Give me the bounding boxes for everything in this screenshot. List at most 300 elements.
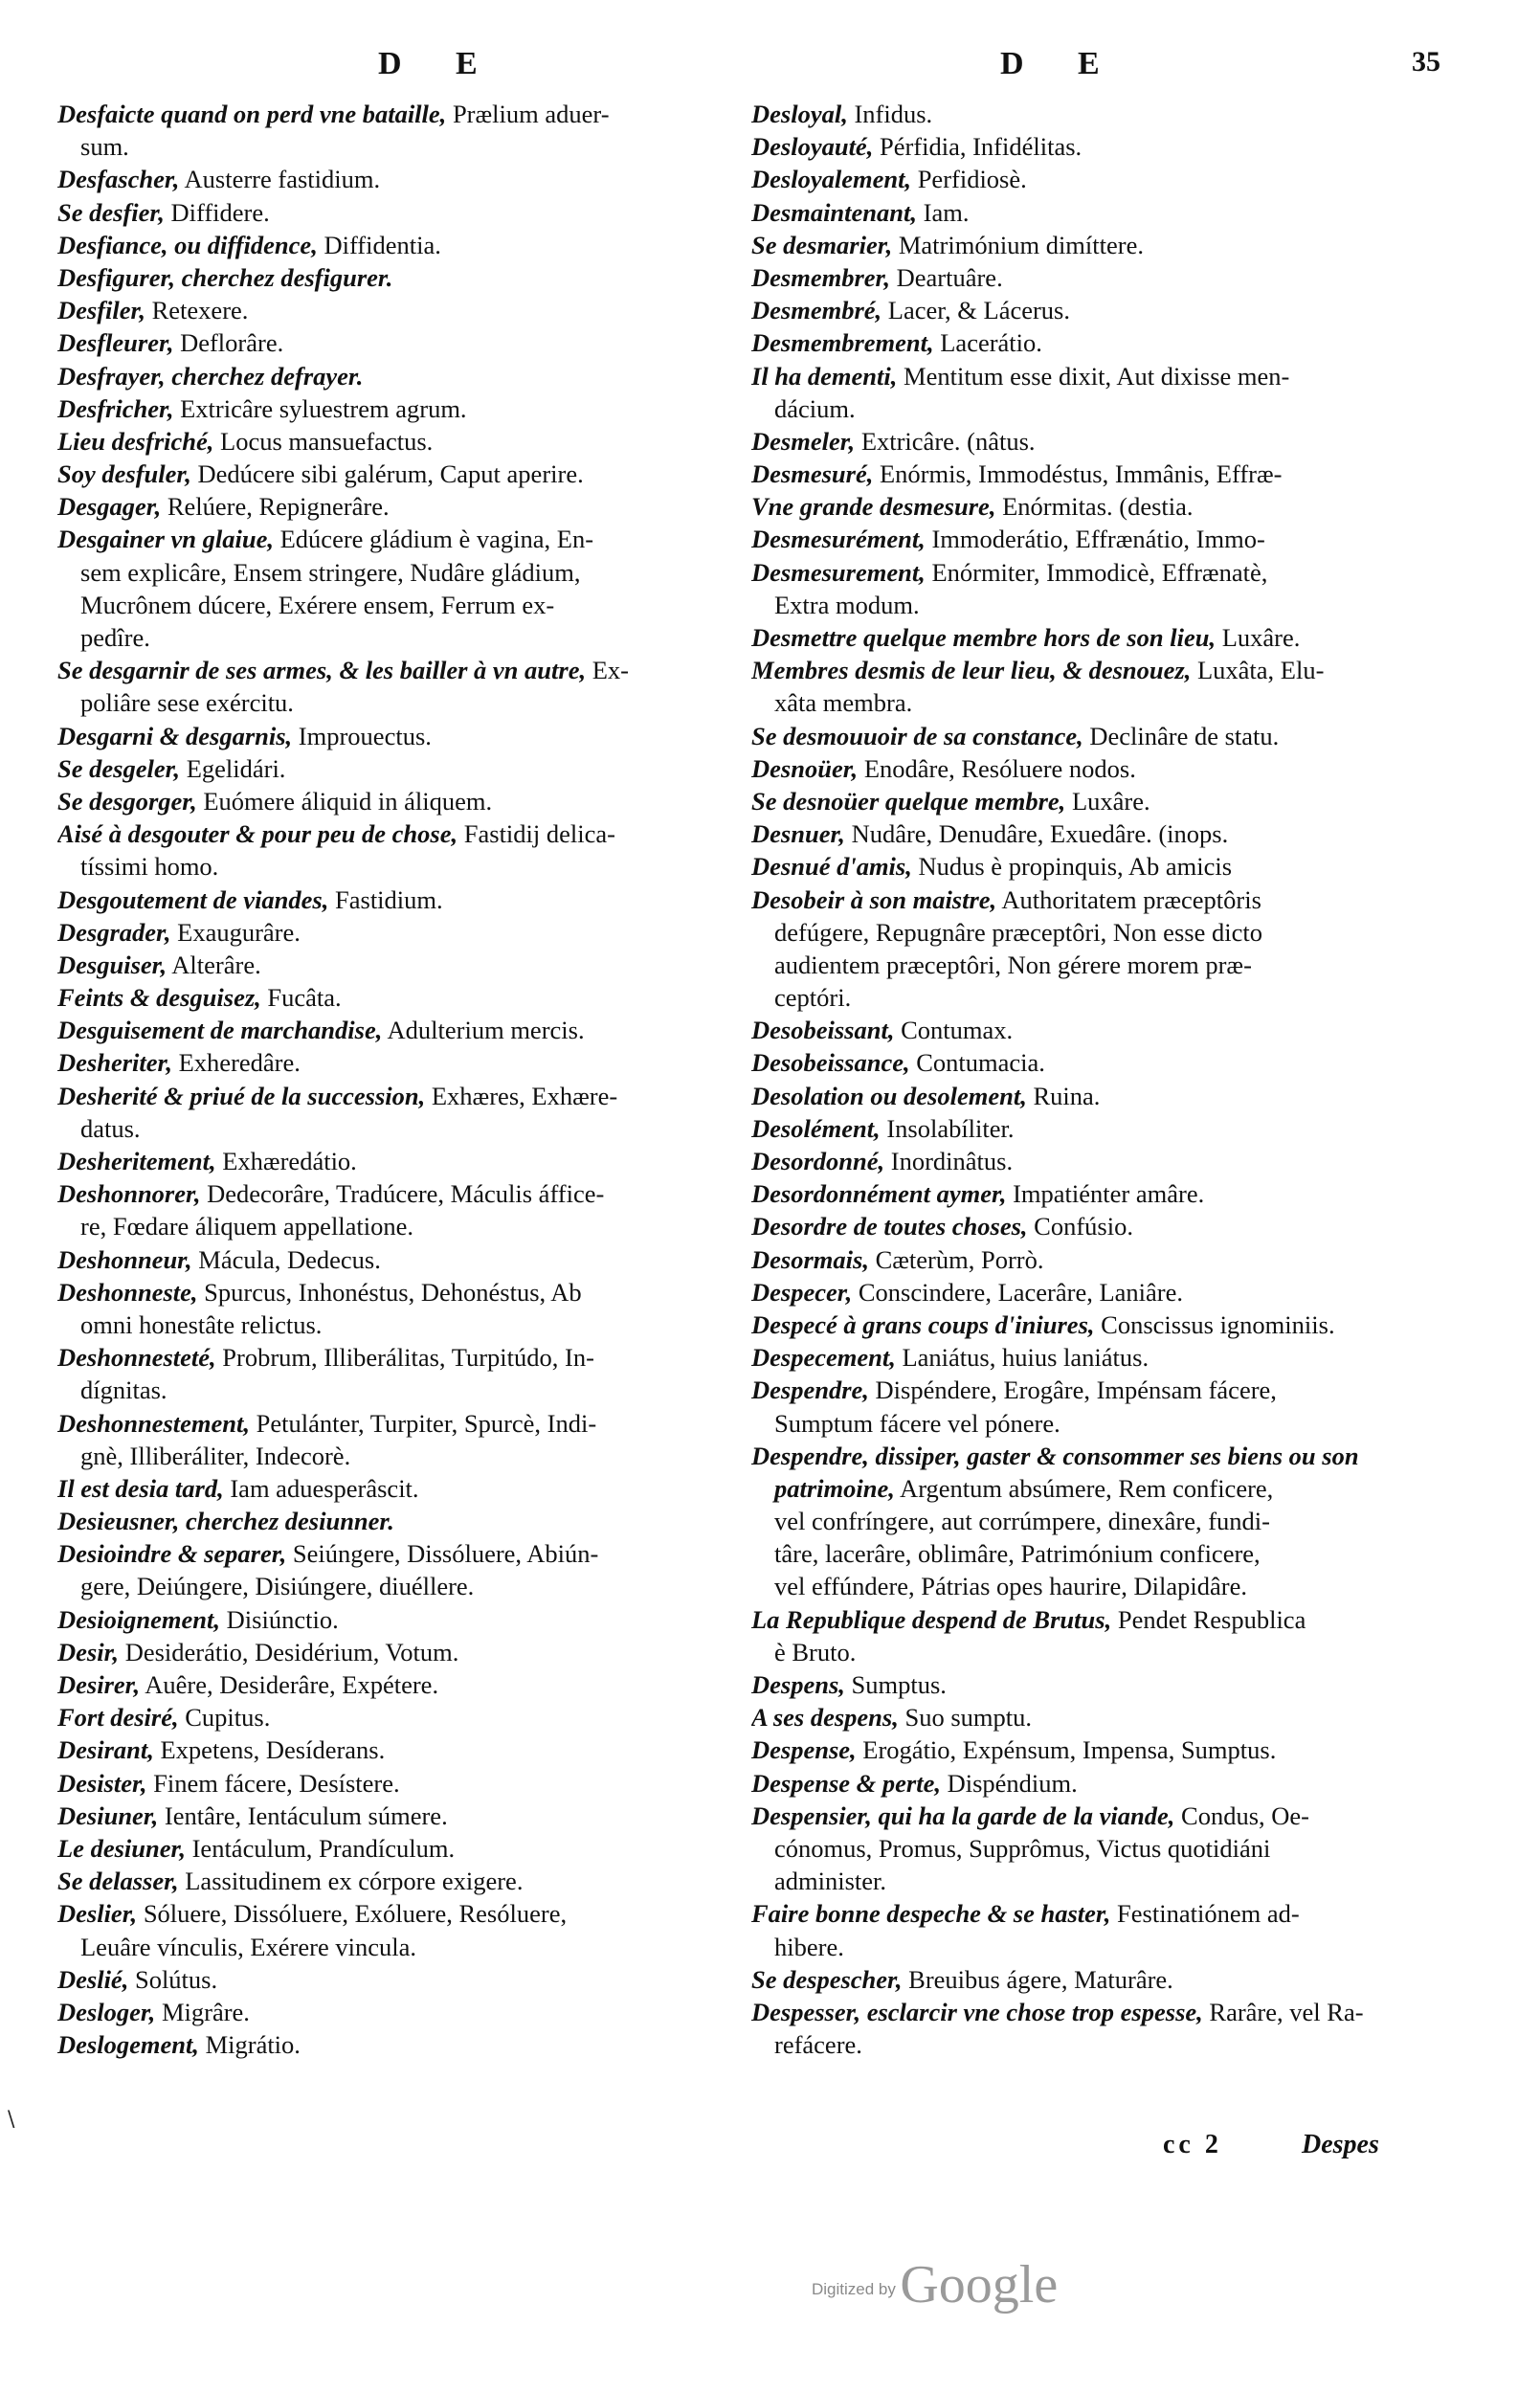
entry-definition: Sumptum fácere vel pónere.: [774, 1408, 1060, 1438]
entry-definition: Mácula, Dedecus.: [191, 1244, 381, 1274]
entry-line: [751, 1996, 1460, 2028]
entry-definition: Exheredâre.: [172, 1048, 301, 1078]
entry-definition: Dispéndere, Erogâre, Impénsam fácere,: [868, 1375, 1277, 1405]
entry-line: [751, 425, 1460, 458]
entry-line: [751, 1963, 1460, 1996]
entry-definition: Enórmiter, Immodicè, Effrænatè,: [925, 557, 1268, 587]
entry-line: [751, 1767, 1460, 1800]
entry-line: [751, 589, 1460, 621]
entry-headword: Se desgorger,: [57, 786, 197, 816]
entry-line: [751, 1800, 1460, 1832]
entry-definition: Authoritatem præceptôris: [996, 884, 1261, 914]
entry-line: [57, 1112, 766, 1145]
entry-definition: Ex-: [586, 656, 629, 685]
entry-line: [751, 1570, 1460, 1602]
entry-line: [57, 229, 766, 261]
entry-headword: Desloyal,: [751, 100, 848, 128]
entry-line: [57, 1636, 766, 1668]
entry-line: [57, 1276, 766, 1308]
entry-definition: Extricâre. (nâtus.: [855, 426, 1036, 456]
entry-headword: Desmembrer,: [751, 262, 890, 292]
entry-line: [57, 720, 766, 752]
entry-definition: Ientâre, Ientáculum súmere.: [158, 1800, 448, 1830]
entry-definition: Fastidium.: [328, 884, 443, 914]
entry-definition: Pérfidia, Infidélitas.: [873, 132, 1082, 162]
entry-headword: Desmembré,: [751, 296, 882, 325]
entry-headword: Desolation ou desolement,: [751, 1081, 1027, 1110]
entry-headword: patrimoine,: [774, 1473, 895, 1503]
entry-line: [57, 1243, 766, 1276]
entry-definition: Expetens, Desíderans.: [153, 1735, 386, 1765]
entry-definition: Retexere.: [145, 296, 249, 325]
entry-headword: Soy desfuler,: [57, 459, 191, 489]
entry-headword: Se desmouuoir de sa constance,: [751, 721, 1083, 750]
entry-definition: tíssimi homo.: [80, 852, 219, 882]
entry-line: [57, 1603, 766, 1636]
entry-definition: Finem fácere, Desístere.: [146, 1768, 400, 1798]
entry-line: [57, 360, 766, 392]
entry-line: [751, 1668, 1460, 1701]
entry-line: [57, 1145, 766, 1177]
entry-headword: Deslier,: [57, 1899, 138, 1929]
entry-definition: Sumptus.: [844, 1670, 947, 1699]
entry-line: [751, 1046, 1460, 1079]
entry-line: [57, 1177, 766, 1210]
entry-headword: Lieu desfriché,: [57, 426, 214, 456]
entry-definition: Euómere áliquid in áliquem.: [196, 786, 493, 816]
entry-definition: Deartuâre.: [890, 262, 1003, 292]
entry-headword: Desordonnément aymer,: [751, 1179, 1007, 1209]
entry-headword: Desheritement,: [57, 1147, 216, 1175]
entry-headword: Desgoutement de viandes,: [57, 884, 329, 914]
entry-definition: Austerre fastidium.: [179, 165, 381, 194]
entry-headword: La Republique despend de Brutus,: [751, 1604, 1112, 1634]
entry-definition: Improuectus.: [292, 721, 432, 750]
entry-definition: Disiúnctio.: [220, 1604, 339, 1634]
entry-line: [751, 1210, 1460, 1242]
entry-line: [57, 2028, 766, 2061]
entry-definition: Extricâre syluestrem agrum.: [173, 393, 467, 423]
entry-definition: pedîre.: [80, 623, 150, 652]
entry-headword: Deshonnorer,: [57, 1179, 201, 1209]
entry-headword: Desgager,: [57, 492, 162, 522]
entry-definition: Luxâre.: [1216, 623, 1301, 652]
entry-headword: Desmembrement,: [751, 328, 934, 358]
entry-definition: xâta membra.: [774, 688, 913, 718]
entry-headword: Desloyalement,: [751, 165, 912, 194]
entry-line: [751, 1374, 1460, 1406]
entry-definition: cónomus, Promus, Supprômus, Victus quotidiáni: [774, 1833, 1271, 1863]
entry-line: [57, 1701, 766, 1733]
entry-headword: Desister,: [57, 1768, 147, 1798]
entry-headword: Despendre, dissiper, gaster & consommer ses biens ou son: [751, 1441, 1359, 1470]
entry-definition: Enodâre, Resóluere nodos.: [858, 753, 1136, 783]
entry-headword: Desmesuré,: [751, 459, 874, 489]
entry-headword: Deshonnestement,: [57, 1408, 250, 1438]
entry-line: [57, 1996, 766, 2028]
entry-definition: Cæterùm, Porrò.: [868, 1244, 1044, 1274]
entry-line: [751, 949, 1460, 981]
entry-headword: Se despescher,: [751, 1964, 903, 1994]
entry-headword: Desnoüer,: [751, 753, 859, 783]
entry-headword: Il ha dementi,: [751, 361, 898, 391]
entry-headword: Deshonneste,: [57, 1277, 198, 1307]
entry-line: [751, 229, 1460, 261]
entry-definition: Petulánter, Turpiter, Spurcè, Indi-: [249, 1408, 597, 1438]
entry-line: [57, 458, 766, 490]
entry-definition: Fucâta.: [260, 983, 342, 1013]
entry-headword: Desobeir à son maistre,: [751, 884, 997, 914]
entry-definition: vel confríngere, aut corrúmpere, dinexâre, fundi-: [774, 1507, 1270, 1536]
entry-line: [751, 785, 1460, 817]
entry-headword: Desfricher,: [57, 393, 174, 423]
entry-line: [57, 785, 766, 817]
entry-headword: Desnué d'amis,: [751, 852, 912, 882]
right-running-head: D E: [1000, 46, 1123, 81]
entry-definition: Migrátio.: [198, 2030, 301, 2060]
entry-definition: sem explicâre, Ensem stringere, Nudâre gládium,: [80, 557, 581, 587]
watermark-logo: Google: [900, 2255, 1059, 2315]
entry-headword: Despensier, qui ha la garde de la viande,: [751, 1800, 1175, 1830]
entry-line: [57, 1800, 766, 1832]
entry-line: [751, 1537, 1460, 1570]
entry-headword: Deslogement,: [57, 2030, 199, 2060]
entry-definition: Fastidij delica-: [458, 819, 615, 849]
entry-line: [57, 1407, 766, 1440]
entry-line: [751, 1701, 1460, 1733]
entry-line: [751, 621, 1460, 654]
entry-definition: Confúsio.: [1027, 1212, 1133, 1241]
entry-headword: A ses despens,: [751, 1703, 899, 1733]
entry-headword: Desmettre quelque membre hors de son lieu,: [751, 623, 1216, 652]
entry-headword: Se desgarnir de ses armes, & les bailler à vn autre,: [57, 656, 587, 685]
entry-line: [57, 1046, 766, 1079]
entry-line: [57, 1374, 766, 1406]
entry-definition: Ruina.: [1026, 1081, 1101, 1110]
entry-line: [751, 392, 1460, 425]
entry-headword: Deshonnesteté,: [57, 1343, 216, 1373]
entry-line: [751, 1014, 1460, 1046]
entry-line: [751, 883, 1460, 916]
entry-definition: è Bruto.: [774, 1637, 857, 1666]
entry-line: [751, 294, 1460, 326]
entry-headword: Desfaicte quand on perd vne bataille,: [57, 100, 447, 128]
entry-line: [751, 98, 1460, 130]
entry-headword: Desguiser,: [57, 950, 167, 979]
entry-line: [751, 1636, 1460, 1668]
entry-definition: Ientáculum, Prandículum.: [185, 1833, 456, 1863]
entry-headword: Se delasser,: [57, 1867, 179, 1896]
entry-definition: hibere.: [774, 1932, 844, 1961]
entry-line: [751, 2028, 1460, 2061]
entry-line: [57, 1897, 766, 1930]
entry-line: [57, 1080, 766, 1112]
entry-line: [751, 981, 1460, 1014]
digitized-watermark: [812, 2254, 1058, 2315]
entry-definition: Relúere, Repignerâre.: [161, 492, 390, 522]
entry-headword: Il est desia tard,: [57, 1473, 224, 1503]
entry-definition: Nudâre, Denudâre, Exuedâre. (inops.: [844, 819, 1229, 849]
left-running-head: D E: [378, 46, 501, 81]
entry-line: [57, 1767, 766, 1800]
entry-definition: Spurcus, Inhonéstus, Dehonéstus, Ab: [197, 1277, 582, 1307]
entry-line: [751, 720, 1460, 752]
entry-headword: Desiuner,: [57, 1800, 159, 1830]
entry-definition: sum.: [80, 132, 129, 162]
entry-definition: Nudus è propinquis, Ab amicis: [911, 852, 1233, 882]
entry-headword: Desmeler,: [751, 426, 856, 456]
entry-line: [57, 883, 766, 916]
entry-line: [751, 1276, 1460, 1308]
entry-line: [57, 916, 766, 949]
entry-definition: Pendet Respublica: [1111, 1604, 1306, 1634]
entry-line: [57, 1472, 766, 1505]
right-column: [751, 98, 1460, 2061]
entry-headword: Desherité & priué de la succession,: [57, 1081, 426, 1110]
entry-headword: Desobeissance,: [751, 1048, 910, 1078]
entry-headword: Despesser, esclarcir vne chose trop espesse,: [751, 1997, 1203, 2026]
entry-definition: Conscissus ignominiis.: [1094, 1309, 1335, 1339]
entry-definition: Mentitum esse dixit, Aut dixisse men-: [897, 361, 1290, 391]
entry-headword: Desmesurément,: [751, 525, 926, 554]
entry-line: [57, 1308, 766, 1341]
entry-definition: Solútus.: [128, 1964, 218, 1994]
entry-line: [57, 752, 766, 785]
entry-headword: Desolément,: [751, 1113, 881, 1143]
entry-line: [751, 1341, 1460, 1374]
entry-line: [751, 1243, 1460, 1276]
entry-definition: târe, lacerâre, oblimâre, Patrimónium conficere,: [774, 1539, 1261, 1569]
entry-definition: Seiúngere, Dissóluere, Abiún-: [286, 1539, 599, 1569]
entry-definition: Sóluere, Dissóluere, Exóluere, Resóluere,: [137, 1899, 568, 1929]
entry-definition: Edúcere gládium è vagina, En-: [274, 525, 594, 554]
entry-line: [751, 261, 1460, 294]
entry-definition: Exhæredátio.: [215, 1147, 357, 1175]
margin-mark: \: [8, 2108, 15, 2132]
entry-line: [57, 817, 766, 850]
entry-line: [57, 98, 766, 130]
entry-definition: Lassitudinem ex córpore exigere.: [178, 1867, 524, 1896]
entry-headword: Membres desmis de leur lieu, & desnouez,: [751, 656, 1192, 685]
entry-line: [57, 1341, 766, 1374]
entry-definition: Breuibus ágere, Maturâre.: [902, 1964, 1173, 1994]
entry-line: [751, 130, 1460, 163]
entry-line: [57, 163, 766, 195]
entry-line: [57, 949, 766, 981]
entry-definition: Lacerátio.: [933, 328, 1042, 358]
entry-headword: Desobeissant,: [751, 1016, 895, 1045]
entry-line: [751, 654, 1460, 686]
entry-definition: Extra modum.: [774, 590, 920, 619]
entry-headword: Despecé à grans coups d'iniures,: [751, 1309, 1095, 1339]
entry-line: [751, 326, 1460, 359]
entry-definition: Immoderátio, Effrænátio, Immo-: [925, 525, 1265, 554]
entry-line: [751, 1505, 1460, 1537]
entry-definition: Migrâre.: [155, 1997, 250, 2026]
entry-headword: Desordonné,: [751, 1147, 885, 1175]
entry-definition: Condus, Oe-: [1174, 1800, 1309, 1830]
entry-line: [57, 556, 766, 589]
entry-definition: Probrum, Illiberálitas, Turpitúdo, In-: [215, 1343, 594, 1373]
entry-definition: Dedecorâre, Tradúcere, Máculis áffice-: [200, 1179, 605, 1209]
entry-definition: audientem præceptôri, Non gérere morem præ-: [774, 950, 1252, 979]
entry-headword: Desmesurement,: [751, 557, 926, 587]
entry-definition: Declinâre de statu.: [1082, 721, 1280, 750]
entry-line: [751, 1603, 1460, 1636]
entry-headword: Desirer,: [57, 1670, 141, 1699]
entry-definition: Perfidiosè.: [911, 165, 1027, 194]
entry-definition: poliâre sese exércitu.: [80, 688, 294, 718]
entry-definition: Erogátio, Expénsum, Impensa, Sumptus.: [856, 1735, 1277, 1765]
entry-headword: Desnuer,: [751, 819, 845, 849]
entry-definition: Luxâta, Elu-: [1191, 656, 1325, 685]
entry-headword: Despense,: [751, 1735, 857, 1765]
entry-line: [57, 1210, 766, 1242]
entry-line: [751, 196, 1460, 229]
entry-headword: Desheriter,: [57, 1048, 172, 1078]
entry-headword: Despecement,: [751, 1343, 896, 1373]
entry-line: [751, 490, 1460, 523]
entry-definition: Contumax.: [894, 1016, 1014, 1045]
entry-line: [751, 1440, 1460, 1472]
entry-definition: Matrimónium dimíttere.: [892, 230, 1144, 259]
entry-line: [751, 1931, 1460, 1963]
entry-headword: Desgainer vn glaiue,: [57, 525, 274, 554]
entry-line: [57, 1832, 766, 1865]
entry-line: [751, 1832, 1460, 1865]
entry-headword: Se desfier,: [57, 197, 165, 227]
entry-definition: Enórmitas. (destia.: [995, 492, 1194, 522]
entry-definition: Luxâre.: [1065, 786, 1150, 816]
entry-definition: Festinatiónem ad-: [1110, 1899, 1300, 1929]
entry-definition: dígnitas.: [80, 1375, 167, 1405]
entry-definition: Desiderátio, Desidérium, Votum.: [119, 1637, 459, 1666]
entry-definition: Impatiénter amâre.: [1006, 1179, 1205, 1209]
entry-definition: Exhæres, Exhære-: [425, 1081, 618, 1110]
entry-line: [57, 1440, 766, 1472]
entry-headword: Despendre,: [751, 1375, 869, 1405]
entry-headword: Desir,: [57, 1637, 120, 1666]
entry-line: [751, 1407, 1460, 1440]
entry-headword: Faire bonne despeche & se haster,: [751, 1899, 1111, 1929]
entry-headword: Desioignement,: [57, 1604, 221, 1634]
entry-headword: Se desgeler,: [57, 753, 181, 783]
entry-line: [751, 850, 1460, 883]
entry-headword: Aisé à desgouter & pour peu de chose,: [57, 819, 458, 849]
entry-definition: Adulterium mercis.: [382, 1016, 585, 1045]
entry-headword: Despecer,: [751, 1277, 853, 1307]
entry-headword: Desioindre & separer,: [57, 1539, 287, 1569]
entry-definition: Suo sumptu.: [898, 1703, 1033, 1733]
entry-line: [751, 1865, 1460, 1897]
entry-definition: Dispéndium.: [940, 1768, 1078, 1798]
entry-definition: Infidus.: [847, 100, 933, 128]
entry-headword: Le desiuner,: [57, 1833, 186, 1863]
watermark-prefix: Digitized by: [812, 2280, 896, 2298]
entry-headword: Deshonneur,: [57, 1244, 192, 1274]
entry-line: [751, 752, 1460, 785]
entry-line: [751, 523, 1460, 555]
entry-definition: Egelidári.: [180, 753, 286, 783]
entry-line: [751, 1080, 1460, 1112]
entry-line: [57, 392, 766, 425]
entry-headword: Deslié,: [57, 1964, 129, 1994]
running-head: [0, 46, 1540, 103]
entry-line: [57, 1537, 766, 1570]
entry-line: [57, 326, 766, 359]
entry-definition: gere, Deiúngere, Disiúngere, diuéllere.: [80, 1572, 475, 1601]
entry-line: [57, 981, 766, 1014]
entry-definition: Argentum absúmere, Rem conficere,: [894, 1473, 1274, 1503]
entry-headword: Desmaintenant,: [751, 197, 918, 227]
entry-headword: Despense & perte,: [751, 1768, 941, 1798]
entry-headword: Desfiler,: [57, 296, 145, 325]
page-footer: [0, 2130, 1540, 2168]
entry-definition: Alterâre.: [167, 950, 261, 979]
entry-headword: Se desnoüer quelque membre,: [751, 786, 1066, 816]
entry-definition: ceptóri.: [774, 983, 852, 1013]
entry-line: [57, 1733, 766, 1766]
entry-headword: Desguisement de marchandise,: [57, 1016, 383, 1045]
entry-definition: Inordinâtus.: [884, 1147, 1014, 1175]
entry-line: [751, 1472, 1460, 1505]
entry-definition: Dedúcere sibi galérum, Caput aperire.: [190, 459, 584, 489]
entry-headword: Desfiance, ou diffidence,: [57, 230, 318, 259]
entry-line: [751, 163, 1460, 195]
entry-definition: Rarâre, vel Ra-: [1202, 1997, 1364, 2026]
entry-headword: Desirant,: [57, 1735, 154, 1765]
entry-definition: defúgere, Repugnâre præceptôri, Non esse dicto: [774, 917, 1262, 947]
entry-definition: re, Fœdare áliquem appellatione.: [80, 1212, 414, 1241]
entry-line: [57, 196, 766, 229]
entry-headword: Desloyauté,: [751, 132, 874, 162]
entry-headword: Desordre de toutes choses,: [751, 1212, 1028, 1241]
entry-line: [57, 1865, 766, 1897]
entry-headword: Desgarni & desgarnis,: [57, 721, 293, 750]
entry-definition: Prælium aduer-: [446, 100, 610, 128]
entry-headword: Desloger,: [57, 1997, 156, 2026]
entry-line: [57, 1014, 766, 1046]
entry-line: [57, 1505, 766, 1537]
entry-headword: Feints & desguisez,: [57, 983, 261, 1013]
entry-line: [57, 294, 766, 326]
entry-definition: dácium.: [774, 393, 856, 423]
entry-headword: Desfascher,: [57, 165, 180, 194]
entry-definition: Diffidentia.: [317, 230, 441, 259]
catchword: Despes: [1302, 2130, 1379, 2159]
entry-line: [751, 1112, 1460, 1145]
entry-definition: vel effúndere, Pátrias opes haurire, Dilapidâre.: [774, 1572, 1247, 1601]
entry-line: [57, 130, 766, 163]
entry-headword: Vne grande desmesure,: [751, 492, 996, 522]
entry-line: [57, 1570, 766, 1602]
entry-line: [751, 556, 1460, 589]
entry-line: [57, 425, 766, 458]
entry-headword: Desieusner, cherchez desiunner.: [57, 1507, 394, 1536]
entry-line: [751, 1308, 1460, 1341]
entry-line: [57, 1963, 766, 1996]
entry-headword: Desormais,: [751, 1244, 869, 1274]
entry-definition: Lacer, & Lácerus.: [882, 296, 1070, 325]
entry-line: [57, 686, 766, 719]
entry-line: [751, 458, 1460, 490]
entry-line: [57, 261, 766, 294]
entry-definition: Exaugurâre.: [170, 917, 301, 947]
entry-definition: Diffidere.: [164, 197, 270, 227]
entry-definition: omni honestâte relictus.: [80, 1309, 323, 1339]
left-column: [57, 98, 766, 2061]
entry-line: [751, 916, 1460, 949]
